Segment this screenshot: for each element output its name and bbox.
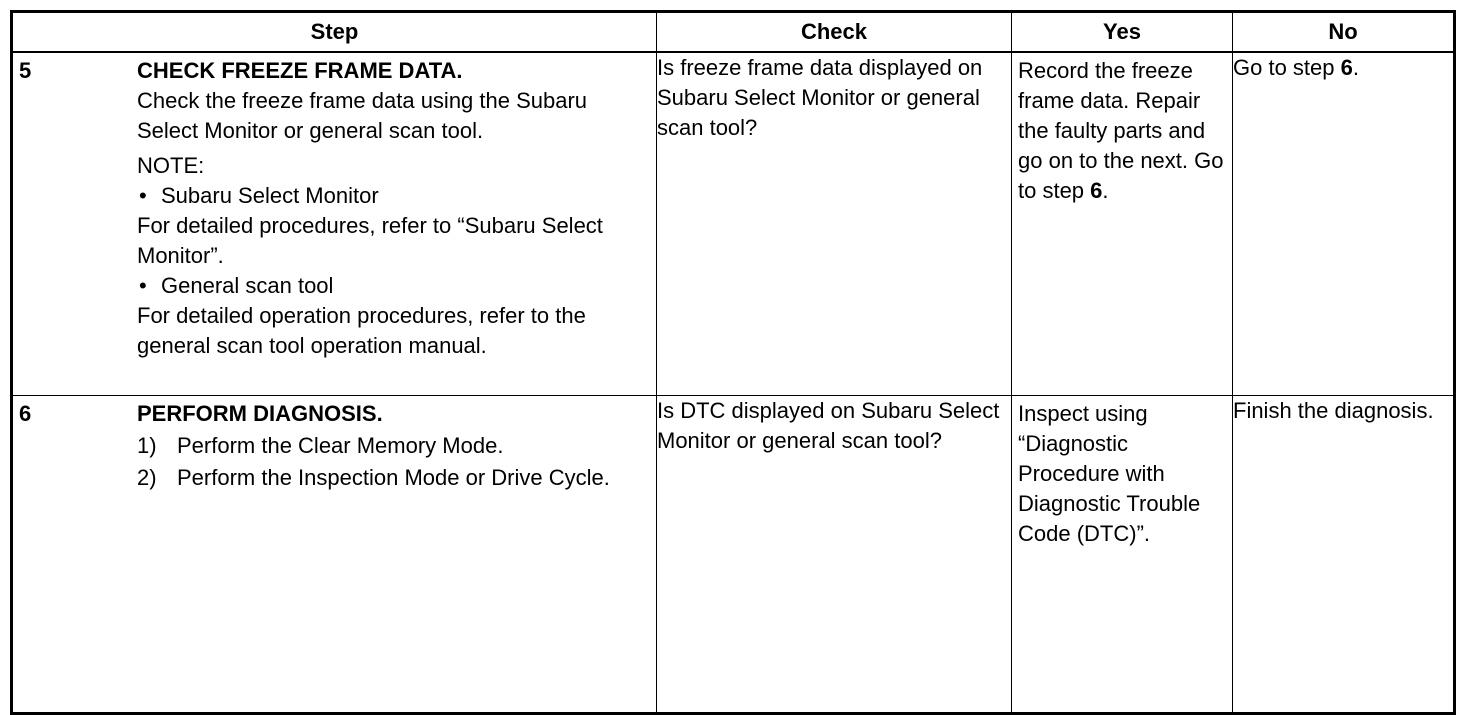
step-title: PERFORM DIAGNOSIS. [137,401,383,426]
no-text: Go to step [1233,55,1341,80]
note-bullet-scan-tool [137,271,652,301]
step-instruction: Check the freeze frame data using the Subaru Select Monitor or general scan tool. [137,88,588,143]
step-number: 5 [19,58,32,83]
note-text: For detailed procedures, refer to “Subaru Select Monitor”. [137,213,603,268]
step-body [137,396,656,493]
check-cell: Is freeze frame data displayed on Subaru Select Monitor or general scan tool? [657,52,1012,396]
list-item [137,431,652,461]
check-cell: Is DTC displayed on Subaru Select Monitor or general scan tool? [657,396,1012,714]
yes-step-ref: 6 [1090,178,1103,203]
header-row [12,12,1455,53]
yes-cell [1012,52,1233,396]
diagnostic-procedure-table [10,10,1456,715]
list-item-number: 2) [137,465,157,490]
note-bullet-select-monitor [137,181,652,211]
no-cell [1233,52,1455,396]
list-item-number: 1) [137,433,157,458]
step-cell [12,52,657,396]
header-yes: Yes [1012,12,1233,53]
list-item-text: Perform the Clear Memory Mode. [177,433,504,458]
step-cell [12,396,657,714]
no-step-ref: 6 [1340,55,1353,80]
no-end: . [1352,55,1359,80]
table-row [12,52,1455,396]
header-check: Check [657,12,1012,53]
step-body [137,53,656,361]
list-item [137,463,652,493]
header-no: No [1233,12,1455,53]
yes-end: . [1102,178,1109,203]
yes-cell: Inspect using “Diagnostic Procedure with Diagnostic Trouble Code (DTC)”. [1012,396,1233,714]
note-label: NOTE: [137,153,205,178]
no-cell: Finish the diagnosis. [1233,396,1455,714]
table-row [12,396,1455,714]
note-text: For detailed operation procedures, refer to the general scan tool operation manual. [137,303,586,358]
step-title: CHECK FREEZE FRAME DATA. [137,58,463,83]
yes-text: Record the freeze frame data. Repair the faulty parts and go on to the next. Go to step [1018,58,1224,203]
bullet-text: General scan tool [161,273,334,298]
bullet-text: Subaru Select Monitor [161,183,379,208]
step-number: 6 [19,401,32,426]
header-step: Step [12,12,657,53]
list-item-text: Perform the Inspection Mode or Drive Cycle. [177,465,610,490]
